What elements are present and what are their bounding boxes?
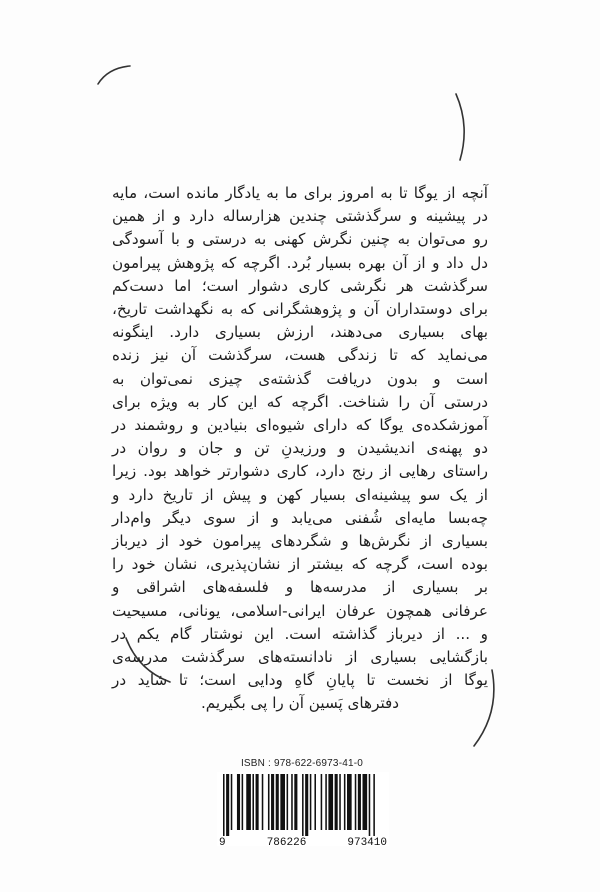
barcode-bar: [305, 774, 308, 836]
blurb-line: یوگا از نخست تا پایانِ گاهِ ودایی است؛ تا شاید در: [112, 671, 488, 690]
barcode-bar: [369, 774, 371, 836]
barcode-bar: [291, 774, 293, 830]
barcode-bar: [242, 774, 244, 830]
blurb-line: در پیشینه و سرگذشتی چندین هزارساله دارد و از همین: [112, 207, 488, 226]
isbn-barcode: [217, 772, 389, 846]
barcode-bar: [310, 774, 312, 830]
barcode-digits: [217, 837, 389, 849]
barcode-bar: [344, 774, 346, 830]
barcode-bar: [271, 774, 274, 830]
barcode-bar: [347, 774, 352, 830]
blurb-line: بسیاری از نگرش‌ها و شگردهای پیرامون خود از دیرباز: [112, 532, 488, 551]
blurb-line: عرفانی همچون عرفان ایرانی-اسلامی، یونانی، مسیحیت: [112, 601, 488, 620]
barcode-bar: [226, 774, 229, 836]
blurb-line: است و بدون دریافت گذشته‌ی چیزی نمی‌توان به: [112, 369, 488, 388]
barcode-bar: [358, 774, 361, 830]
barcode-bar: [339, 774, 341, 830]
barcode-bar: [363, 774, 368, 830]
barcode-bar: [262, 774, 264, 830]
blurb-line: بوده است، گرچه که بیشتر از نشان‌پذیری، نشان خود را: [112, 555, 488, 574]
barcode-bar: [325, 774, 327, 830]
barcode-bar: [302, 774, 304, 836]
blurb-line: بهای بسیاری می‌دهند، ارزش بسیاری دارد. اینگونه: [112, 323, 488, 342]
blurb-line: آنچه از یوگا تا به امروز برای ما به یادگار مانده است، مایه: [112, 184, 488, 202]
blurb-line: رو می‌توان به چنین نگرش کهنی به درستی و با آسودگی: [112, 230, 488, 249]
barcode-bar: [287, 774, 289, 830]
barcode-bar: [335, 774, 338, 830]
barcode-bar: [355, 774, 357, 830]
barcode-bar: [294, 774, 297, 830]
barcode-right-group: 973410: [347, 837, 387, 849]
blurb-line: سرگذشت هر نگرشی کاری دشوار است؛ اما دست‌کم: [112, 276, 488, 295]
barcode-bar: [276, 774, 279, 830]
barcode-bar: [237, 774, 240, 830]
barcode-lead-digit: 9: [219, 837, 226, 849]
blurb-line: دو پهنه‌ی اندیشیدن و ورزیدنِ تن و جان و روان در: [112, 439, 488, 458]
barcode-bar: [246, 774, 251, 830]
barcode-bar: [314, 774, 316, 830]
isbn-label: ISBN : 978-622-6973-41-0: [240, 758, 364, 769]
barcode-bar: [268, 774, 270, 830]
blurb-line: برای دوستداران آن و پژوهشگرانی که به نگهداشت تاریخ،: [112, 300, 488, 319]
barcode-bar: [252, 774, 254, 830]
barcode-bar: [373, 774, 375, 836]
blurb-line: راستای رهایی از رنج دارد، کاری دشوارتر خواهد بود. زیرا: [112, 462, 488, 481]
blurb-line: بازگشایی بسیاری از نادانسته‌های سرگذشت مدرسه‌ی: [112, 648, 488, 667]
barcode-bar: [328, 774, 333, 830]
barcode-bar: [280, 774, 285, 830]
decorative-arc-top-left: [96, 64, 136, 86]
barcode-bar: [223, 774, 225, 836]
barcode-bar: [256, 774, 259, 830]
blurb-line: بر بسیاری از مدرسه‌ها و فلسفه‌های اشراقی و: [112, 578, 488, 597]
barcode-bar: [231, 774, 233, 830]
blurb-line: می‌نماید که تا زندگی هست، سرگذشت آن نیز زنده: [112, 346, 488, 365]
blurb-line: آموزشکده‌ی یوگا که دارای شیوه‌ای بنیادین و روشمند در: [112, 416, 488, 435]
back-cover-blurb: [112, 182, 488, 716]
blurb-line: درستی آن را شناخت. اگرچه که این کار به ویژه برای: [112, 392, 488, 411]
blurb-line: چه‌بسا مایه‌ای شُفنی می‌یابد و از سوی دیگر وام‌دار: [112, 508, 488, 527]
blurb-line-last: دفترهای پَسین آن را پی بگیریم.: [200, 694, 400, 713]
blurb-line: از یک سو پیشینه‌ای بسیار کهن و پیش از تاریخ دارد و: [112, 485, 488, 504]
barcode-bar: [321, 774, 323, 830]
blurb-line: دل داد و از آن بهره بسیار بُرد. اگرچه که پژوهش پیرامون: [112, 253, 488, 272]
decorative-arc-top-right: [452, 92, 474, 162]
blurb-line: و ... از دیرباز گذاشته است. این نوشتار گام یکم در: [112, 624, 488, 643]
barcode-left-group: 786226: [266, 837, 307, 849]
